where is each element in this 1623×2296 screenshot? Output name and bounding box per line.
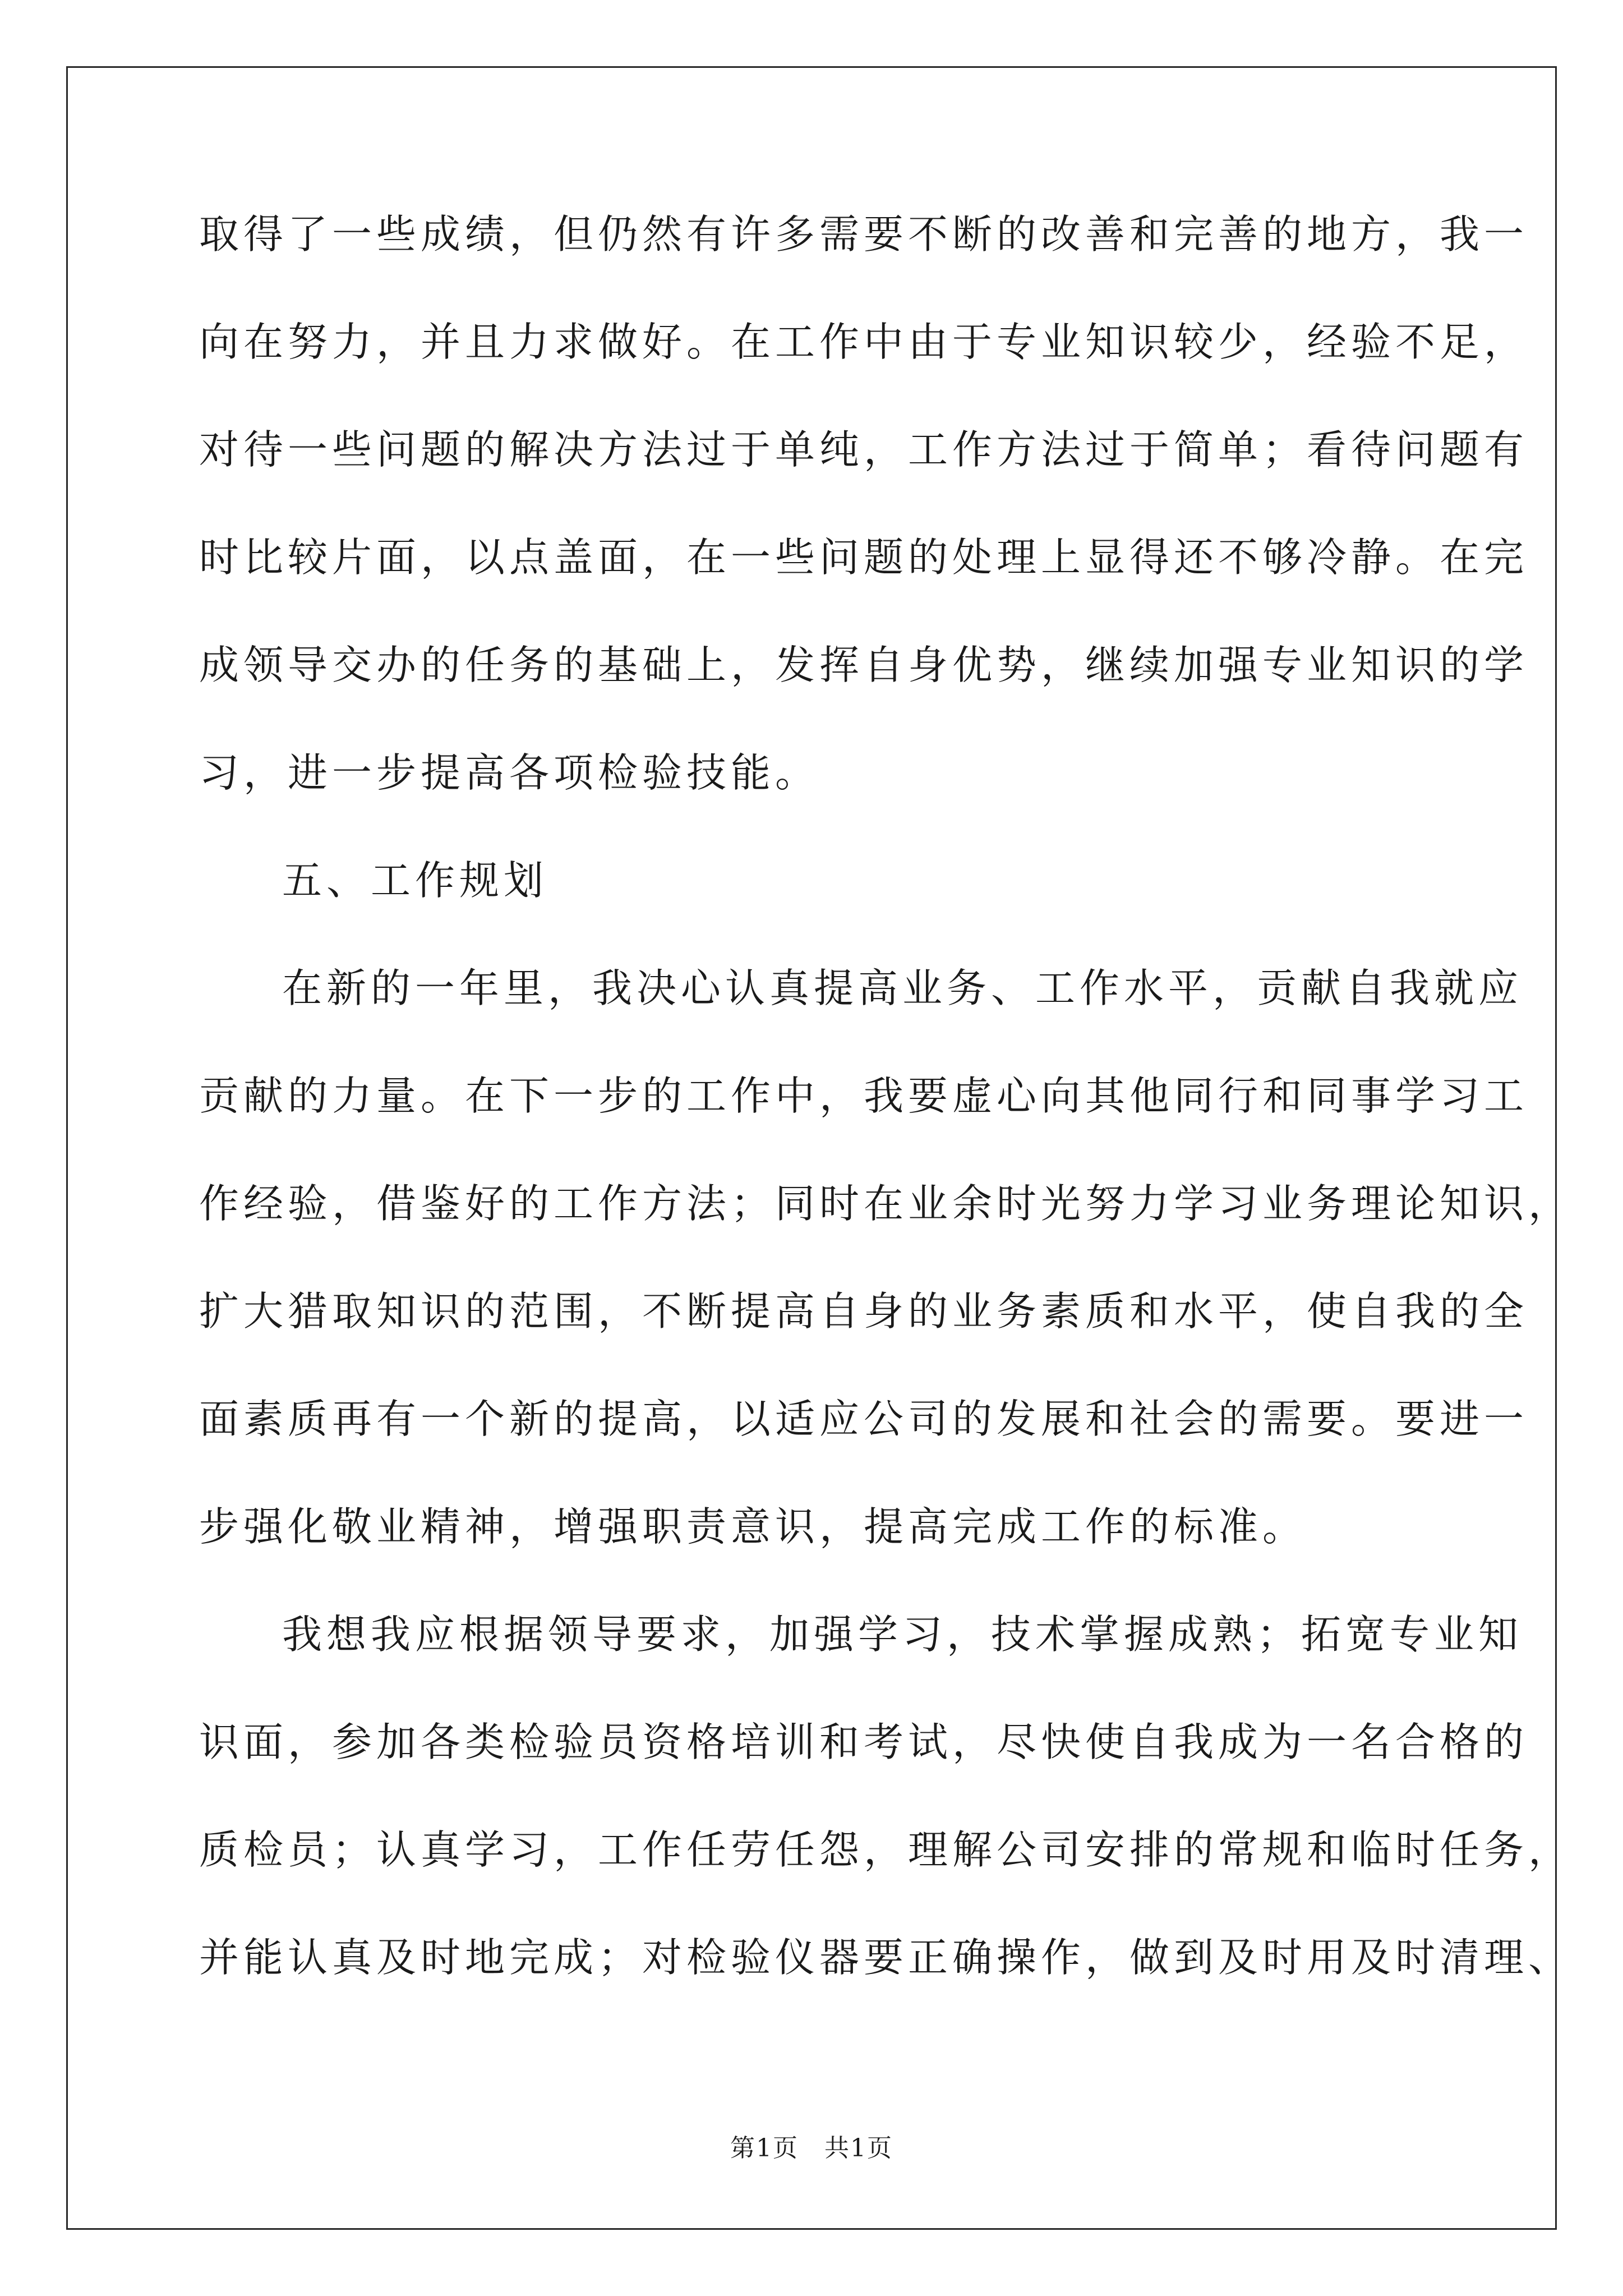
text-line: 并能认真及时地完成；对检验仪器要正确操作，做到及时用及时清理、 bbox=[199, 1934, 1573, 1981]
text-line: 取得了一些成绩，但仍然有许多需要不断的改善和完善的地方，我一 bbox=[199, 211, 1529, 257]
text-line: 向在努力，并且力求做好。在工作中由于专业知识较少，经验不足， bbox=[199, 319, 1529, 365]
text-line: 步强化敬业精神，增强职责意识，提高完成工作的标准。 bbox=[199, 1503, 1307, 1550]
text-line: 在新的一年里，我决心认真提高业务、工作水平，贡献自我就应 bbox=[282, 965, 1523, 1011]
text-line: 对待一些问题的解决方法过于单纯，工作方法过于简单；看待问题有 bbox=[199, 426, 1529, 473]
text-line: 成领导交办的任务的基础上，发挥自身优势，继续加强专业知识的学 bbox=[199, 642, 1529, 688]
text-line: 面素质再有一个新的提高，以适应公司的发展和社会的需要。要进一 bbox=[199, 1396, 1529, 1442]
text-line: 习，进一步提高各项检验技能。 bbox=[199, 749, 820, 796]
page-frame bbox=[66, 66, 1557, 2230]
text-line: 贡献的力量。在下一步的工作中，我要虚心向其他同行和同事学习工 bbox=[199, 1073, 1529, 1119]
section-heading: 五、工作规划 bbox=[282, 857, 548, 904]
page-number: 第1页 共1页 bbox=[730, 2134, 893, 2162]
text-line: 时比较片面，以点盖面，在一些问题的处理上显得还不够冷静。在完 bbox=[199, 534, 1529, 581]
text-line: 识面，参加各类检验员资格培训和考试，尽快使自我成为一名合格的 bbox=[199, 1719, 1529, 1765]
text-line: 作经验，借鉴好的工作方法；同时在业余时光努力学习业务理论知识， bbox=[199, 1180, 1573, 1227]
text-line: 扩大猎取知识的范围，不断提高自身的业务素质和水平，使自我的全 bbox=[199, 1288, 1529, 1335]
text-line: 质检员；认真学习，工作任劳任怨，理解公司安排的常规和临时任务， bbox=[199, 1826, 1573, 1873]
text-line: 我想我应根据领导要求，加强学习，技术掌握成熟；拓宽专业知 bbox=[282, 1611, 1523, 1658]
